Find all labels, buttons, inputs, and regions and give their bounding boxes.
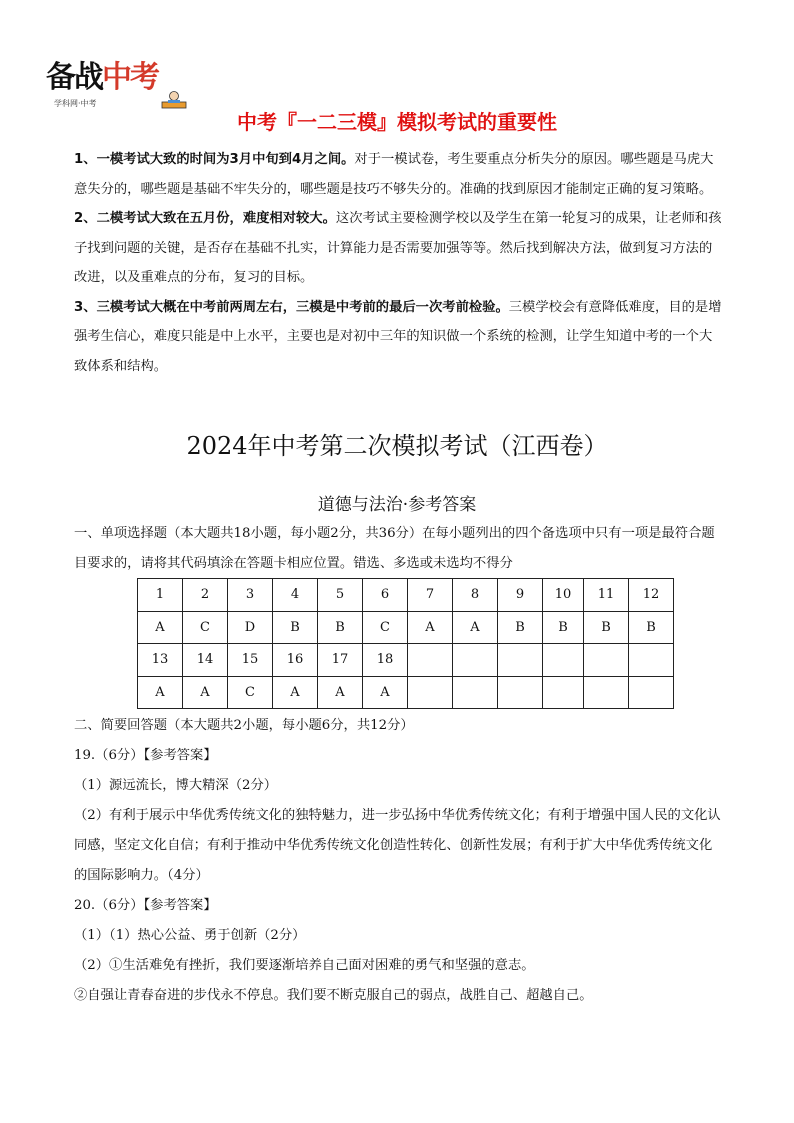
q19-answer-1: （1）源远流长，博大精深（2分） <box>74 778 278 793</box>
table-cell: A <box>318 676 363 709</box>
table-row <box>138 676 674 709</box>
q19-answer-2: （2）有利于展示中华优秀传统文化的独特魅力，进一步弘扬中华优秀传统文化；有利于增强中国人民的文化认同感，坚定文化自信；有利于推动中华优秀传统文化创造性转化、创新性发展；有利于扩大中华优秀传统文化的国际影响力。（4分） <box>74 808 721 883</box>
table-cell: D <box>228 611 273 644</box>
table-cell <box>584 676 629 709</box>
table-cell <box>498 676 543 709</box>
table-row <box>138 611 674 644</box>
answer-table <box>137 578 674 709</box>
table-cell: 4 <box>273 579 318 612</box>
table-cell <box>453 676 498 709</box>
table-cell: B <box>498 611 543 644</box>
table-cell: 10 <box>543 579 584 612</box>
table-cell: A <box>453 611 498 644</box>
table-cell: 15 <box>228 644 273 677</box>
table-cell: 16 <box>273 644 318 677</box>
table-cell: B <box>273 611 318 644</box>
table-cell: C <box>228 676 273 709</box>
table-cell: 14 <box>183 644 228 677</box>
exam-title: 2024年中考第二次模拟考试（江西卷） <box>186 432 608 460</box>
q20-answer-1: （1）（1）热心公益、勇于创新（2分） <box>74 928 306 943</box>
highlight-title: 中考『一二三模』模拟考试的重要性 <box>237 110 557 134</box>
table-cell: B <box>318 611 363 644</box>
table-cell: B <box>543 611 584 644</box>
table-cell: A <box>273 676 318 709</box>
table-cell <box>629 676 674 709</box>
table-cell: A <box>363 676 408 709</box>
table-cell <box>498 644 543 677</box>
q19-label: 19.（6分）【参考答案】 <box>74 748 217 763</box>
table-cell: A <box>183 676 228 709</box>
q20-answer-3: ②自强让青春奋进的步伐永不停息。我们要不断克服自己的弱点，战胜自己、超越自己。 <box>74 988 593 1003</box>
logo-title: 备战中考 <box>46 60 158 95</box>
table-cell: B <box>629 611 674 644</box>
intro-paragraph: 3、三模考试大概在中考前两周左右，三模是中考前的最后一次考前检验。三模学校会有意降低难度，目的是增强考生信心，难度只能是中上水平，主要也是对初中三年的知识做一个系统的检测，让学生知道中考的一个大致体系和结构。 <box>74 299 722 374</box>
table-cell: A <box>138 676 183 709</box>
table-cell: 3 <box>228 579 273 612</box>
logo-subtitle: 学科网·中考 <box>54 99 97 108</box>
table-cell <box>408 676 453 709</box>
table-row <box>138 644 674 677</box>
table-cell: 11 <box>584 579 629 612</box>
intro-paragraph: 2、二模考试大致在五月份，难度相对较大。这次考试主要检测学校以及学生在第一轮复习的成果，让老师和孩子找到问题的关键，是否存在基础不扎实，计算能力是否需要加强等等。然后找到解决方法，做到复习方法的改进，以及重难点的分布，复习的目标。 <box>74 211 722 285</box>
table-cell: C <box>183 611 228 644</box>
table-cell: A <box>408 611 453 644</box>
table-cell: 13 <box>138 644 183 677</box>
table-cell: 2 <box>183 579 228 612</box>
section2-heading: 二、简要回答题（本大题共2小题，每小题6分，共12分） <box>74 718 414 733</box>
table-cell: 5 <box>318 579 363 612</box>
table-cell: 12 <box>629 579 674 612</box>
q20-label: 20.（6分）【参考答案】 <box>74 898 217 913</box>
table-cell: 18 <box>363 644 408 677</box>
intro-section <box>74 145 724 381</box>
table-cell: A <box>138 611 183 644</box>
table-cell: C <box>363 611 408 644</box>
table-row <box>138 579 674 612</box>
section1-heading: 一、单项选择题（本大题共18小题，每小题2分，共36分）在每小题列出的四个备选项中只有一项是最符合题目要求的，请将其代码填涂在答题卡相应位置。错选、多选或未选均不得分 <box>74 526 715 571</box>
table-cell: 7 <box>408 579 453 612</box>
table-cell: 17 <box>318 644 363 677</box>
table-cell: 1 <box>138 579 183 612</box>
intro-paragraph: 1、一模考试大致的时间为3月中旬到4月之间。对于一模试卷，考生要重点分析失分的原因。哪些题是马虎大意失分的，哪些题是基础不牢失分的，哪些题是技巧不够失分的。准确的找到原因才能制定正确的复习策略。 <box>74 152 714 197</box>
table-cell: 9 <box>498 579 543 612</box>
q20-answer-2: （2）①生活难免有挫折，我们要逐渐培养自己面对困难的勇气和坚强的意志。 <box>74 958 535 973</box>
section2 <box>74 711 724 1011</box>
answer-title: 道德与法治·参考答案 <box>317 495 477 515</box>
table-cell: 6 <box>363 579 408 612</box>
table-cell: B <box>584 611 629 644</box>
table-cell <box>543 676 584 709</box>
table-cell <box>408 644 453 677</box>
table-cell <box>584 644 629 677</box>
table-cell: 8 <box>453 579 498 612</box>
table-cell <box>543 644 584 677</box>
table-cell <box>629 644 674 677</box>
table-cell <box>453 644 498 677</box>
